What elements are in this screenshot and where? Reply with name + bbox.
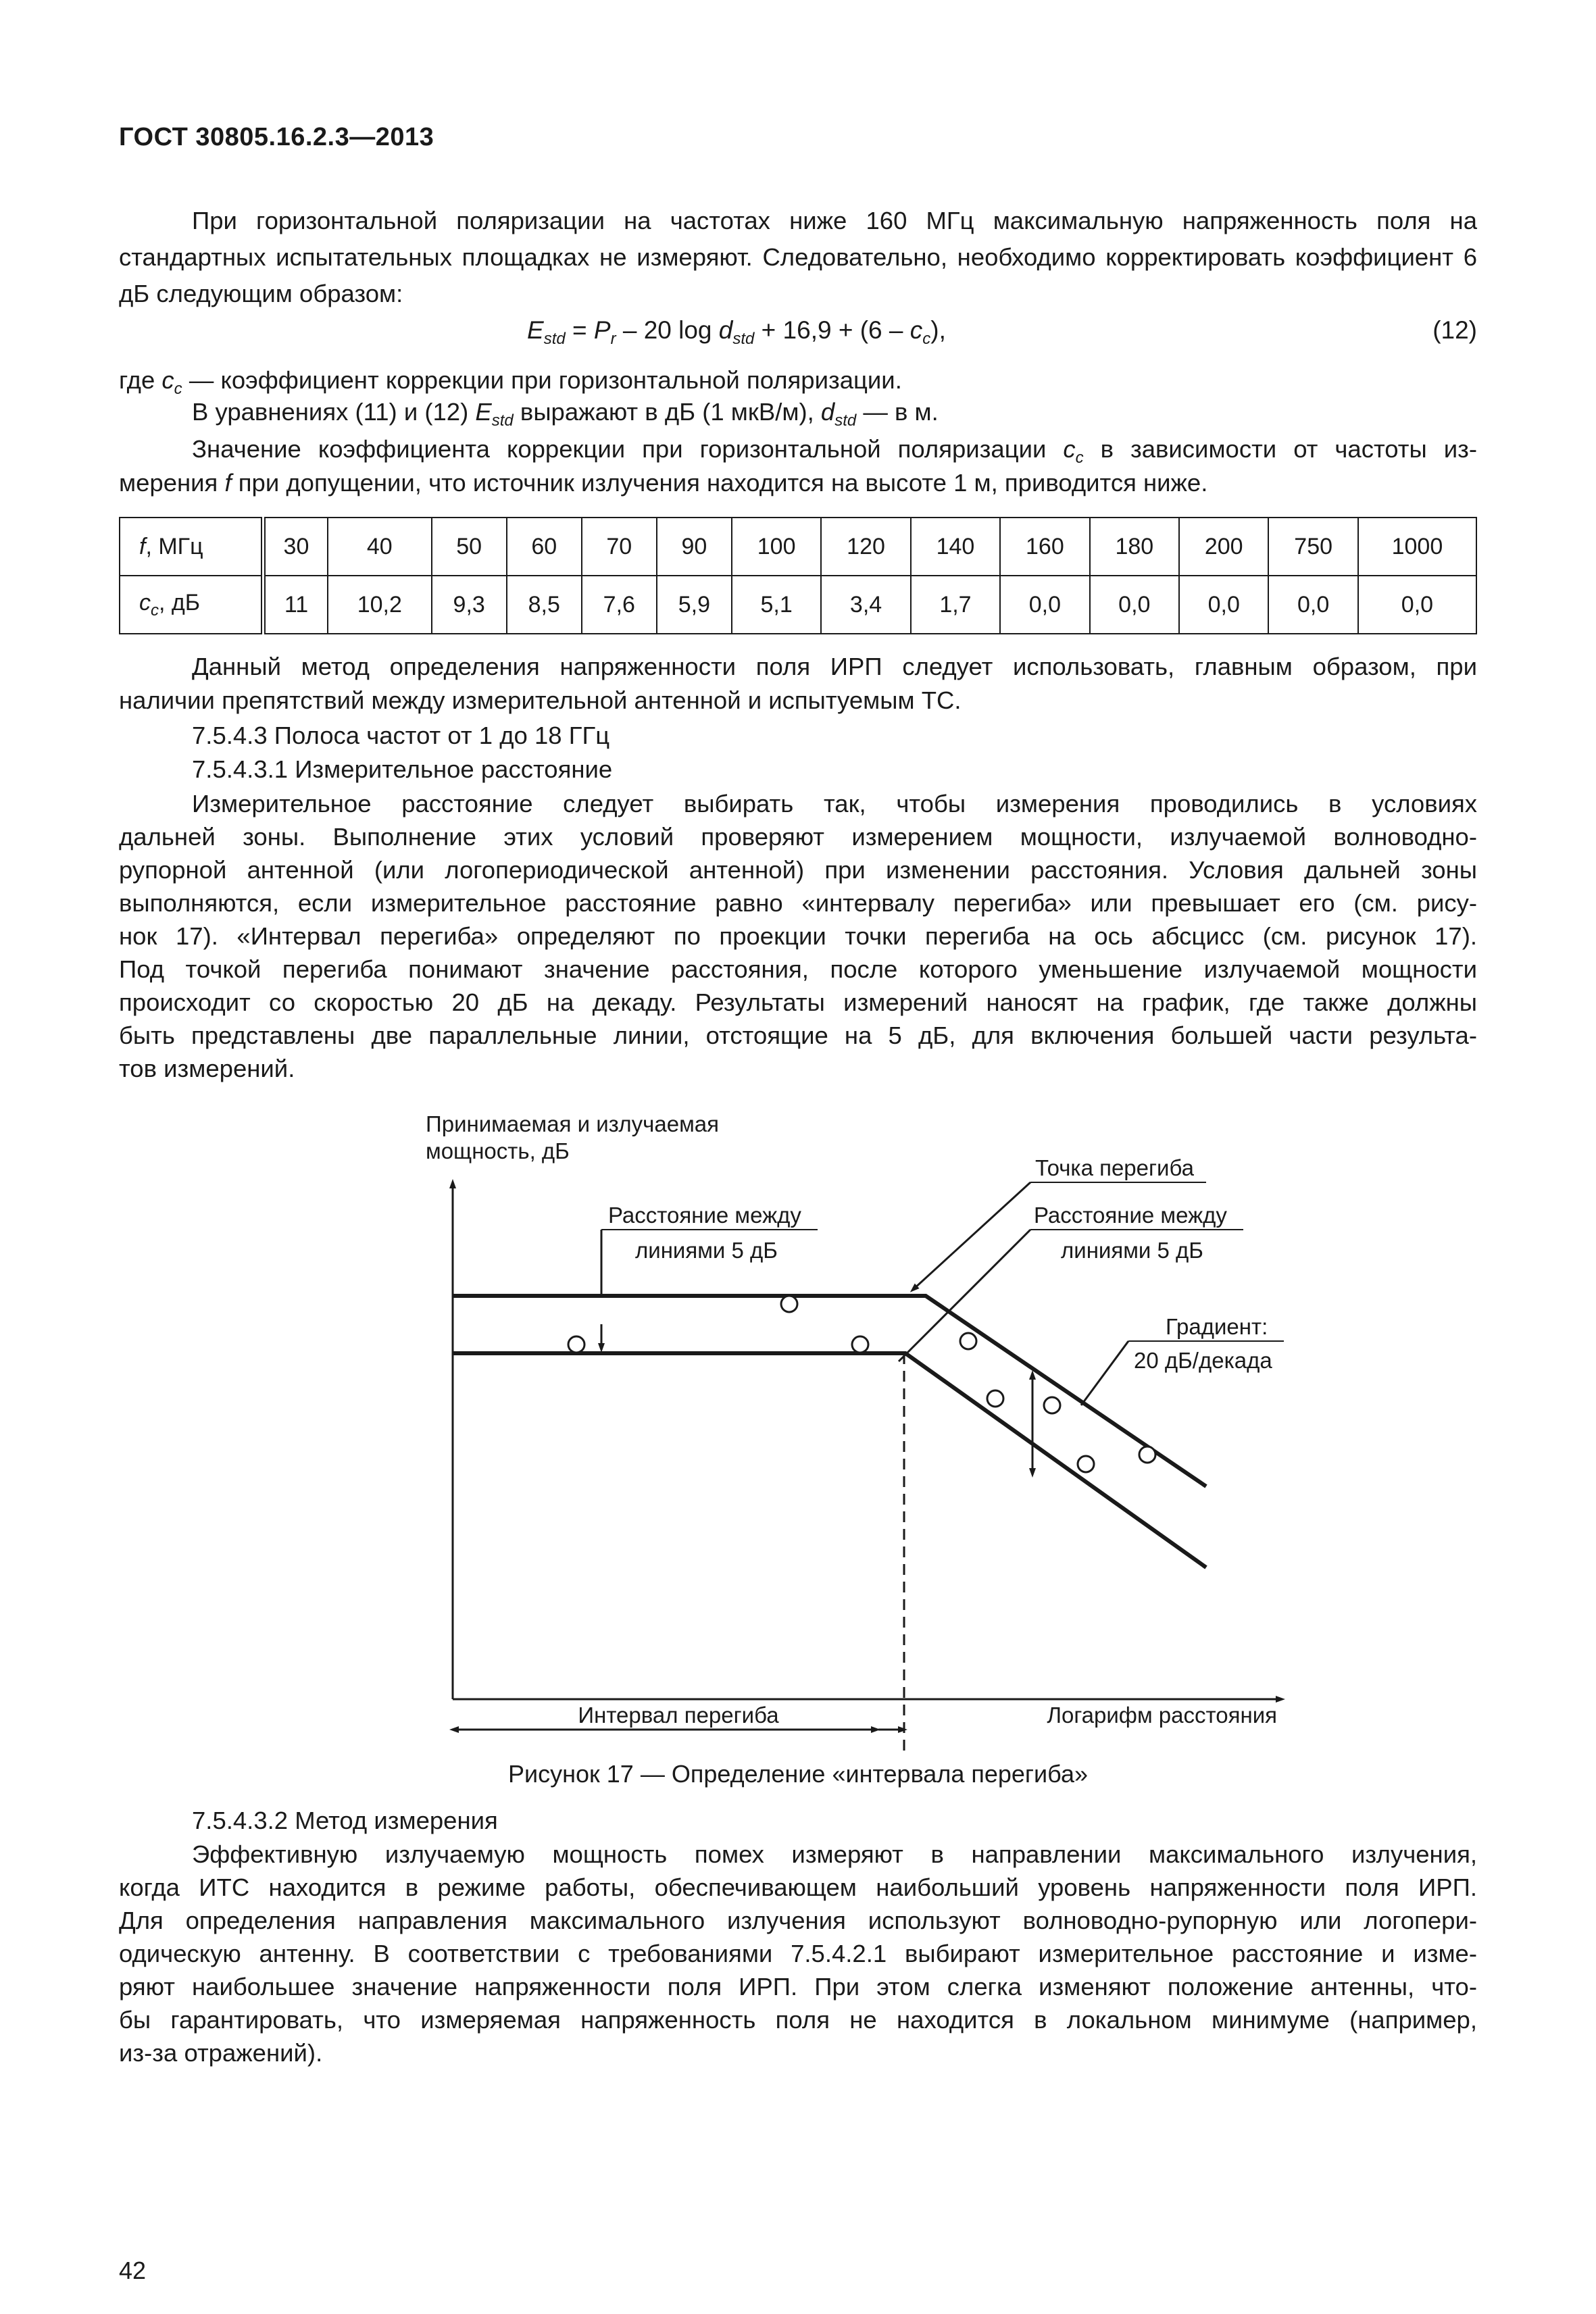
- table-cell-frequency: 200: [1179, 518, 1268, 576]
- table-cell-frequency: 90: [657, 518, 732, 576]
- right-spacing-label-2: линиями 5 дБ: [1061, 1238, 1203, 1263]
- gradient-label-2: 20 дБ/декада: [1134, 1348, 1272, 1373]
- table-cell-coefficient: 5,1: [732, 576, 821, 634]
- paragraph-line: ряют наибольшее значение напряженности поля ИРП. При этом слегка изменяют положение антенны, что-: [119, 1973, 1477, 2001]
- table-cell-coefficient: 0,0: [1000, 576, 1089, 634]
- measurement-point: [568, 1336, 584, 1353]
- paragraph-line: Для определения направления максимального излучения используют волноводно-рупорную или логопери-: [119, 1907, 1477, 1934]
- section-75431-heading: 7.5.4.3.1 Измерительное расстояние: [192, 755, 613, 783]
- paragraph-line: нок 17). «Интервал перегиба» определяют по проекции точки перегиба на ось абсцисс (см. рисунок 17).: [119, 922, 1477, 950]
- x-axis-label: Логарифм расстояния: [1047, 1703, 1277, 1728]
- table-cell-frequency: 180: [1090, 518, 1179, 576]
- paragraph-line: выполняются, если измерительное расстояние равно «интервалу перегиба» или превышает его (см. рису-: [119, 889, 1477, 917]
- table-header-frequency: f, МГц: [120, 518, 264, 576]
- figure-17: [378, 1108, 1311, 1760]
- left-spacing-label-2: линиями 5 дБ: [635, 1238, 778, 1263]
- units-line: В уравнениях (11) и (12) $E_{std}$ выражают в дБ (1 мкВ/м), $d_{std}$ — в м.: [192, 398, 939, 430]
- table-cell-frequency: 100: [732, 518, 821, 576]
- coef-line-1: Значение коэффициента коррекции при горизонтальной поляризации $c_c$ в зависимости от частоты из-: [192, 435, 1477, 467]
- right-spacing-label-1: Расстояние между: [1034, 1203, 1227, 1228]
- table-cell-coefficient: 5,9: [657, 576, 732, 634]
- table-cell-coefficient: 0,0: [1090, 576, 1179, 634]
- measurement-points: [568, 1296, 1155, 1472]
- equation-12: $E_{std} = P_r - 20$ $\log d_{std} + 16,9 + (6 - c_c)$,: [527, 316, 946, 348]
- measurement-point: [1078, 1456, 1094, 1472]
- intro-text: При горизонтальной поляризации на частотах ниже 160 МГц максимальную напряженность поля на стандартных испытательных площадках не измеряют. Следовательно, необходимо корректировать коэффициент 6 дБ следующим образом:: [119, 207, 1477, 307]
- table-cell-frequency: 30: [264, 518, 328, 576]
- table-header-coefficient: $c_c$, дБ: [120, 576, 264, 634]
- inflection-pointer-arrow: [914, 1182, 1030, 1289]
- upper-limit-line: [453, 1296, 1206, 1486]
- table-cell-frequency: 160: [1000, 518, 1089, 576]
- intro-paragraph: [119, 203, 1477, 312]
- table-cell-frequency: 60: [507, 518, 582, 576]
- measurement-point: [781, 1296, 797, 1312]
- section-75432-heading: 7.5.4.3.2 Метод измерения: [192, 1807, 498, 1834]
- table-cell-frequency: 750: [1268, 518, 1357, 576]
- y-axis-label-1: Принимаемая и излучаемая: [426, 1111, 719, 1136]
- gradient-label-1: Градиент:: [1166, 1314, 1268, 1339]
- paragraph-line: бы гарантировать, что измеряемая напряженность поля не находится в локальном минимуме (например,: [119, 2006, 1477, 2034]
- equation-number: (12): [1432, 316, 1477, 344]
- inflection-point-label: Точка перегиба: [1035, 1155, 1194, 1180]
- table-cell-coefficient: 7,6: [582, 576, 657, 634]
- paragraph-line: рупорной антенной (или логопериодической антенной) при изменении расстояния. Условия дальней зоны: [119, 856, 1477, 884]
- gradient-pointer: [1081, 1341, 1128, 1405]
- table-row-coefficient: [120, 576, 1476, 634]
- table-cell-frequency: 70: [582, 518, 657, 576]
- paragraph-line: быть представлены две параллельные линии, отстоящие на 5 дБ, для включения большей части результа-: [119, 1022, 1477, 1049]
- section-7543-heading: 7.5.4.3 Полоса частот от 1 до 18 ГГц: [192, 722, 610, 749]
- interval-label: Интервал перегиба: [578, 1703, 779, 1728]
- paragraph-line: когда ИТС находится в режиме работы, обеспечивающем наибольший уровень напряженности поля ИРП.: [119, 1873, 1477, 1901]
- table-cell-coefficient: 0,0: [1358, 576, 1476, 634]
- paragraph-line: тов измерений.: [119, 1055, 295, 1082]
- y-axis-label-2: мощность, дБ: [426, 1138, 570, 1163]
- paragraph-line: Под точкой перегиба понимают значение расстояния, после которого уменьшение излучаемой мощности: [119, 955, 1477, 983]
- paragraph-line: Измерительное расстояние следует выбирать так, чтобы измерения проводились в условиях: [192, 790, 1477, 818]
- measurement-point: [960, 1333, 976, 1349]
- paragraph-line: дальней зоны. Выполнение этих условий проверяют измерением мощности, излучаемой волноводно-: [119, 823, 1477, 851]
- paragraph-line: из-за отражений).: [119, 2039, 323, 2067]
- table-cell-coefficient: 0,0: [1268, 576, 1357, 634]
- measurement-point: [1044, 1397, 1060, 1413]
- paragraph-line: одическую антенну. В соответствии с требованиями 7.5.4.2.1 выбирают измерительное расстояние и изме-: [119, 1940, 1477, 1967]
- measurement-point: [1139, 1447, 1155, 1463]
- table-cell-coefficient: 11: [264, 576, 328, 634]
- document-header: ГОСТ 30805.16.2.3—2013: [119, 123, 434, 151]
- table-cell-coefficient: 1,7: [911, 576, 1000, 634]
- table-cell-coefficient: 0,0: [1179, 576, 1268, 634]
- where-line: где $c_c$ — коэффициент коррекции при горизонтальной поляризации.: [119, 366, 902, 398]
- table-cell-frequency: 40: [328, 518, 432, 576]
- measurement-point: [852, 1336, 868, 1353]
- after-table-line-1: Данный метод определения напряженности поля ИРП следует использовать, главным образом, при: [192, 653, 1477, 680]
- left-spacing-label-1: Расстояние между: [608, 1203, 801, 1228]
- correction-table: [119, 517, 1477, 634]
- table-cell-coefficient: 3,4: [821, 576, 910, 634]
- table-cell-frequency: 120: [821, 518, 910, 576]
- after-table-line-2: наличии препятствий между измерительной антенной и испытуемым ТС.: [119, 686, 962, 714]
- table-cell-coefficient: 8,5: [507, 576, 582, 634]
- table-row-frequency: [120, 518, 1476, 576]
- table-cell-frequency: 1000: [1358, 518, 1476, 576]
- coef-line-2: мерения f при допущении, что источник излучения находится на высоте 1 м, приводится ниже.: [119, 469, 1208, 497]
- table-cell-coefficient: 10,2: [328, 576, 432, 634]
- paragraph-line: Эффективную излучаемую мощность помех измеряют в направлении максимального излучения,: [192, 1840, 1477, 1868]
- table-cell-coefficient: 9,3: [432, 576, 507, 634]
- measurement-point: [987, 1390, 1003, 1407]
- figure-caption: Рисунок 17 — Определение «интервала перегиба»: [508, 1760, 1088, 1788]
- paragraph-line: происходит со скоростью 20 дБ на декаду. Результаты измерений наносят на график, где также должны: [119, 988, 1477, 1016]
- table-cell-frequency: 140: [911, 518, 1000, 576]
- page-number: 42: [119, 2257, 147, 2284]
- table-cell-frequency: 50: [432, 518, 507, 576]
